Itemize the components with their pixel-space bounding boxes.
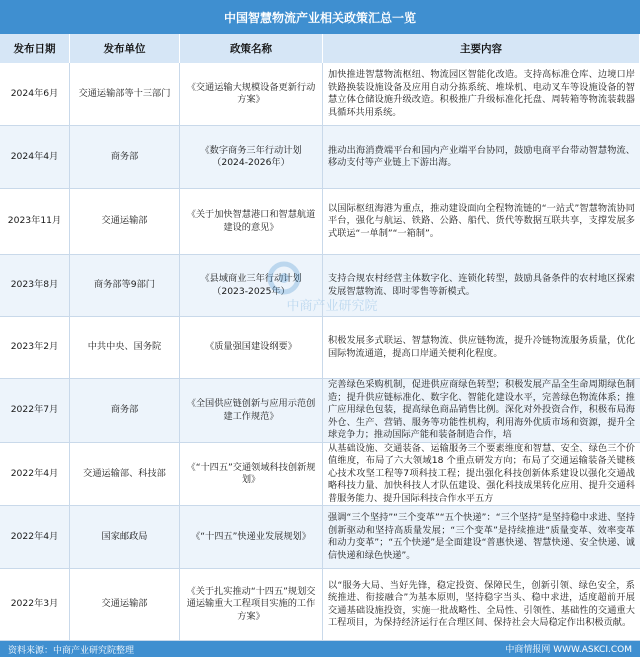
header-date: 发布日期 bbox=[0, 34, 70, 63]
cell-policy-name: 《质量强国建设纲要》 bbox=[180, 317, 323, 378]
cell-content: 推动出海消费端平台和国内产业端平台协同，鼓励电商平台带动智慧物流、移动支付等产业链上下游出海。 bbox=[328, 144, 635, 168]
cell-date: 2023年11月 bbox=[0, 189, 70, 254]
table-row bbox=[0, 317, 640, 379]
cell-content: 以“服务大局、当好先锋，稳定投资、保障民生，创新引领、绿色安全，系统推进、衔接融合”为基本原则，坚持稳字当头、稳中求进，适度超前开展交通基础设施投资，实施一批战略性、全局性、引领性、基础性的交通重大工程项目，为保持经济运行在合理区间、保持社会大局稳定作出积极贡献。 bbox=[328, 579, 635, 628]
cell-policy-name: 《“十四五”交通领域科技创新规划》 bbox=[180, 443, 323, 505]
cell-unit: 商务部 bbox=[70, 126, 180, 188]
cell-policy-name: 《县域商业三年行动计划（2023-2025年） bbox=[180, 255, 323, 316]
cell-unit: 中共中央、国务院 bbox=[70, 317, 180, 378]
cell-content: 积极发展多式联运、智慧物流、供应链物流，提升冷链物流服务质量，优化国际物流通道，提高口岸通关便利化程度。 bbox=[328, 335, 635, 359]
header-policy-name: 政策名称 bbox=[180, 34, 323, 63]
cell-unit: 交通运输部等十三部门 bbox=[70, 63, 180, 125]
cell-date: 2022年3月 bbox=[0, 569, 70, 640]
cell-policy-name: 《“十四五”快递业发展规划》 bbox=[180, 506, 323, 568]
table-row bbox=[0, 126, 640, 189]
source-note: 资料来源：中商产业研究院整理 bbox=[0, 641, 640, 657]
cell-content: 以国际枢纽海港为重点，推动建设面向全程物流链的“一站式”智慧物流协同平台，强化与航运、铁路、公路、船代、货代等数据互联共享，支撑发展多式联运“一单制”“一箱制”。 bbox=[328, 202, 635, 239]
cell-unit: 交通运输部、科技部 bbox=[70, 443, 180, 505]
page-title: 中国智慧物流产业相关政策汇总一览 bbox=[0, 0, 640, 34]
table-row bbox=[0, 569, 640, 641]
cell-date: 2022年4月 bbox=[0, 443, 70, 505]
table-header bbox=[0, 34, 640, 64]
table-body bbox=[0, 63, 640, 641]
cell-content: 从基础设施、交通装备、运输服务三个要素维度和智慧、安全、绿色三个价值维度，布局了六大领域18 个重点研发方向；布局了交通运输装备关键核心技术攻坚工程等7项科技工程；提出强化科技创新体系建设以强化交通战略科技力量、加快科技人才队伍建设、强化科技成果转化应用、提升交通科普服务能力、提升国际科技合作水平五方 bbox=[328, 443, 635, 504]
cell-unit: 交通运输部 bbox=[70, 189, 180, 254]
cell-policy-name: 《关于扎实推动“十四五”规划交通运输重大工程项目实施的工作方案》 bbox=[180, 569, 323, 640]
cell-content: 支持合规农村经营主体数字化、连锁化转型，鼓励具备条件的农村地区探索发展智慧物流、即时零售等新模式。 bbox=[328, 273, 635, 297]
cell-policy-name: 《交通运输大规模设备更新行动方案》 bbox=[180, 63, 323, 125]
table-row bbox=[0, 189, 640, 255]
header-main-content: 主要内容 bbox=[323, 34, 640, 63]
cell-policy-name: 《数字商务三年行动计划（2024-2026年） bbox=[180, 126, 323, 188]
cell-date: 2022年4月 bbox=[0, 506, 70, 568]
header-unit: 发布单位 bbox=[70, 34, 180, 63]
cell-date: 2023年8月 bbox=[0, 255, 70, 316]
table-row bbox=[0, 63, 640, 126]
cell-policy-name: 《全国供应链创新与应用示范创建工作规范》 bbox=[180, 379, 323, 442]
cell-date: 2022年7月 bbox=[0, 379, 70, 442]
brand-label: 中商情报网 WWW.ASKCI.COM bbox=[505, 645, 632, 655]
cell-date: 2023年2月 bbox=[0, 317, 70, 378]
cell-unit: 商务部 bbox=[70, 379, 180, 442]
cell-unit: 国家邮政局 bbox=[70, 506, 180, 568]
table-row bbox=[0, 379, 640, 443]
cell-policy-name: 《关于加快智慧港口和智慧航道建设的意见》 bbox=[180, 189, 323, 254]
watermark-text: 中商产业研究院 bbox=[286, 299, 378, 314]
cell-unit: 商务部等9部门 bbox=[70, 255, 180, 316]
cell-unit: 交通运输部 bbox=[70, 569, 180, 640]
cell-date: 2024年4月 bbox=[0, 126, 70, 188]
cell-content: 强调“三个坚持”“三个变革”“五个快递”：“三个坚持”是坚持稳中求进、坚持创新驱动和坚持高质量发展；“三个变革”是持续推进“质量变革、效率变革和动力变革”；“五个快递”是全面建设“普惠快递、智慧快递、安全快递、诚信快递和绿色快递”。 bbox=[328, 512, 635, 561]
cell-content: 完善绿色采购机制，促进供应商绿色转型；积极发展产品全生命周期绿色制造；提升供应链标准化、数字化、智能化建设水平，完善绿色物流体系；推广应用绿色包装，提高绿色商品销售比例。深化对外投资合作，积极布局海外仓、生产、营销、服务等功能性机构，利用海外优质市场和资源，提升全球竞争力；推动国际产能和装备制造合作，培 bbox=[328, 379, 635, 441]
table-row bbox=[0, 255, 640, 317]
cell-date: 2024年6月 bbox=[0, 63, 70, 125]
cell-content: 加快推进智慧物流枢纽、物流园区智能化改造。支持高标准仓库、边境口岸铁路换装设施设备及应用自动分拣系统、堆垛机、电动叉车等设施设备的智慧立体仓储设施升级改造。积极推广升级标准化托盘、周转箱等物流装载器具循环共用系统。 bbox=[328, 69, 635, 118]
table-row bbox=[0, 506, 640, 569]
table-row bbox=[0, 443, 640, 506]
